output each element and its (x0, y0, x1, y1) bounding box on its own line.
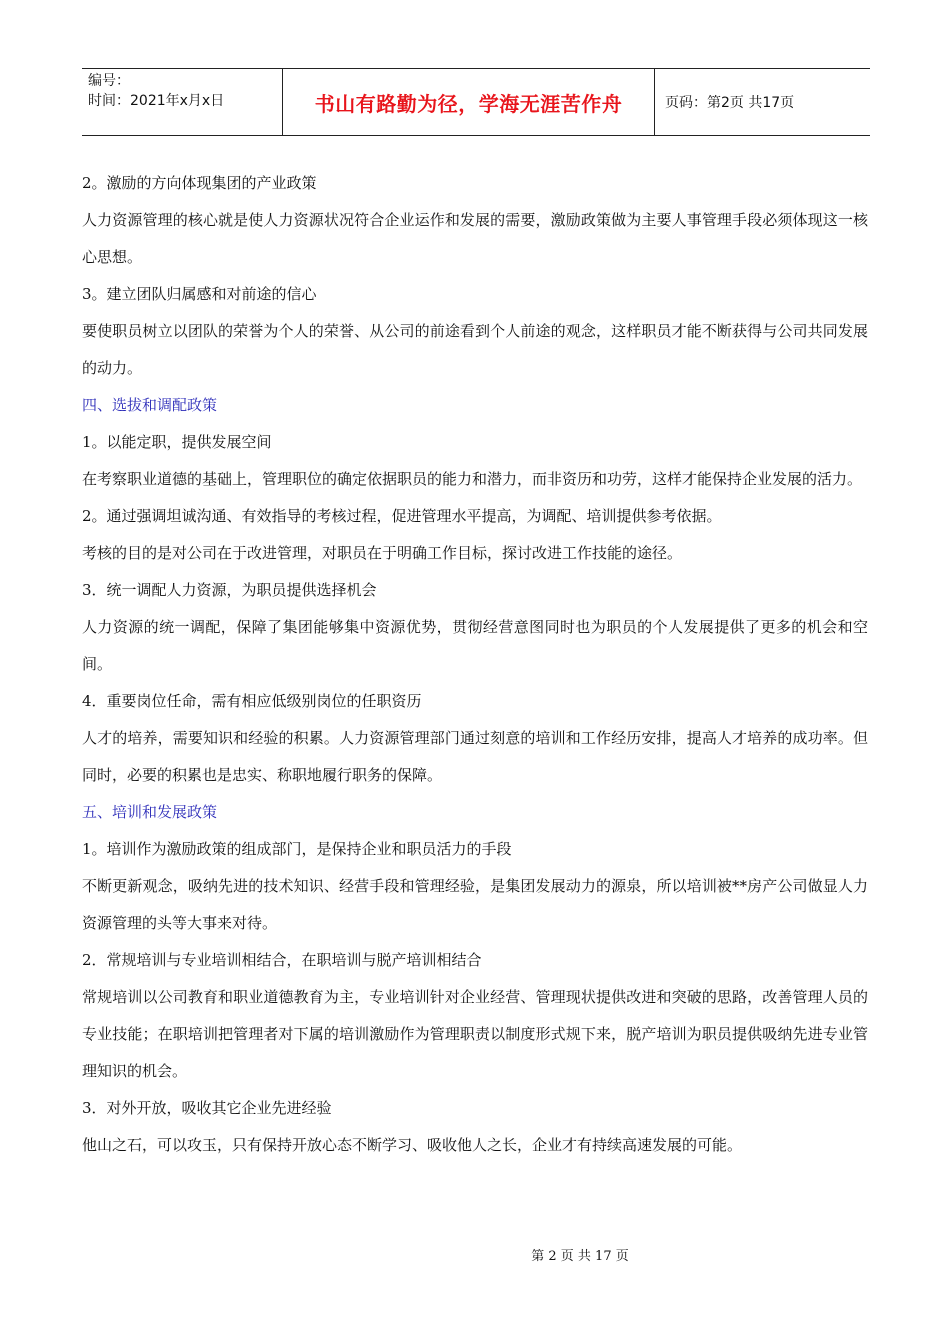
section-heading: 五、培训和发展政策 (82, 803, 218, 821)
numbered-item: 2。通过强调坦诚沟通、有效指导的考核过程，促进管理水平提高，为调配、培训提供参考依据。 (82, 507, 722, 525)
numbered-item: 3。建立团队归属感和对前途的信心 (82, 285, 317, 303)
body-paragraph: 人才的培养，需要知识和经验的积累。人力资源管理部门通过刻意的培训和工作经历安排，提高人才培养的成功率。但同时，必要的积累也是忠实、称职地履行职务的保障。 (82, 729, 868, 784)
header-meta-cell (82, 69, 282, 135)
header-page-cell (655, 69, 870, 135)
body-paragraph: 人力资源管理的核心就是使人力资源状况符合企业运作和发展的需要，激励政策做为主要人事管理手段必须体现这一核心思想。 (82, 211, 868, 266)
numbered-item: 2。激励的方向体现集团的产业政策 (82, 174, 317, 192)
footer-page-number: 第 2 页 共 17 页 (531, 1249, 629, 1264)
document-number-label: 编号： (88, 73, 130, 89)
numbered-item: 1。培训作为激励政策的组成部门，是保持企业和职员活力的手段 (82, 840, 512, 858)
document-body (82, 165, 868, 1164)
numbered-item: 2．常规培训与专业培训相结合，在职培训与脱产培训相结合 (82, 951, 482, 969)
body-paragraph: 在考察职业道德的基础上，管理职位的确定依据职员的能力和潜力，而非资历和功劳，这样才能保持企业发展的活力。 (82, 470, 863, 488)
numbered-item: 3．对外开放，吸收其它企业先进经验 (82, 1099, 332, 1117)
page-header-table (82, 68, 870, 136)
document-time-label: 时间：2021年x月x日 (88, 93, 225, 109)
body-paragraph: 他山之石，可以攻玉，只有保持开放心态不断学习、吸收他人之长，企业才有持续高速发展的可能。 (82, 1136, 743, 1154)
body-paragraph: 要使职员树立以团队的荣誉为个人的荣誉、从公司的前途看到个人前途的观念，这样职员才能不断获得与公司共同发展的动力。 (82, 322, 868, 377)
body-paragraph: 考核的目的是对公司在于改进管理，对职员在于明确工作目标，探讨改进工作技能的途径。 (82, 544, 683, 562)
body-paragraph: 常规培训以公司教育和职业道德教育为主，专业培训针对企业经营、管理现状提供改进和突破的思路，改善管理人员的专业技能；在职培训把管理者对下属的培训激励作为管理职责以制度形式规下来，脱产培训为职员提供吸纳先进专业管理知识的机会。 (82, 988, 868, 1080)
header-motto: 书山有路勤为径，学海无涯苦作舟 (314, 91, 623, 116)
body-paragraph: 不断更新观念，吸纳先进的技术知识、经营手段和管理经验，是集团发展动力的源泉，所以培训被**房产公司做显人力资源管理的头等大事来对待。 (82, 877, 868, 932)
section-heading: 四、选拔和调配政策 (82, 396, 218, 414)
numbered-item: 1。以能定职，提供发展空间 (82, 433, 272, 451)
header-page-info: 页码：第2页 共17页 (665, 95, 795, 111)
numbered-item: 4．重要岗位任命，需有相应低级别岗位的任职资历 (82, 692, 422, 710)
body-paragraph: 人力资源的统一调配，保障了集团能够集中资源优势，贯彻经营意图同时也为职员的个人发展提供了更多的机会和空间。 (82, 618, 868, 673)
numbered-item: 3．统一调配人力资源，为职员提供选择机会 (82, 581, 377, 599)
page-footer (0, 1245, 950, 1264)
header-motto-cell (282, 69, 655, 135)
